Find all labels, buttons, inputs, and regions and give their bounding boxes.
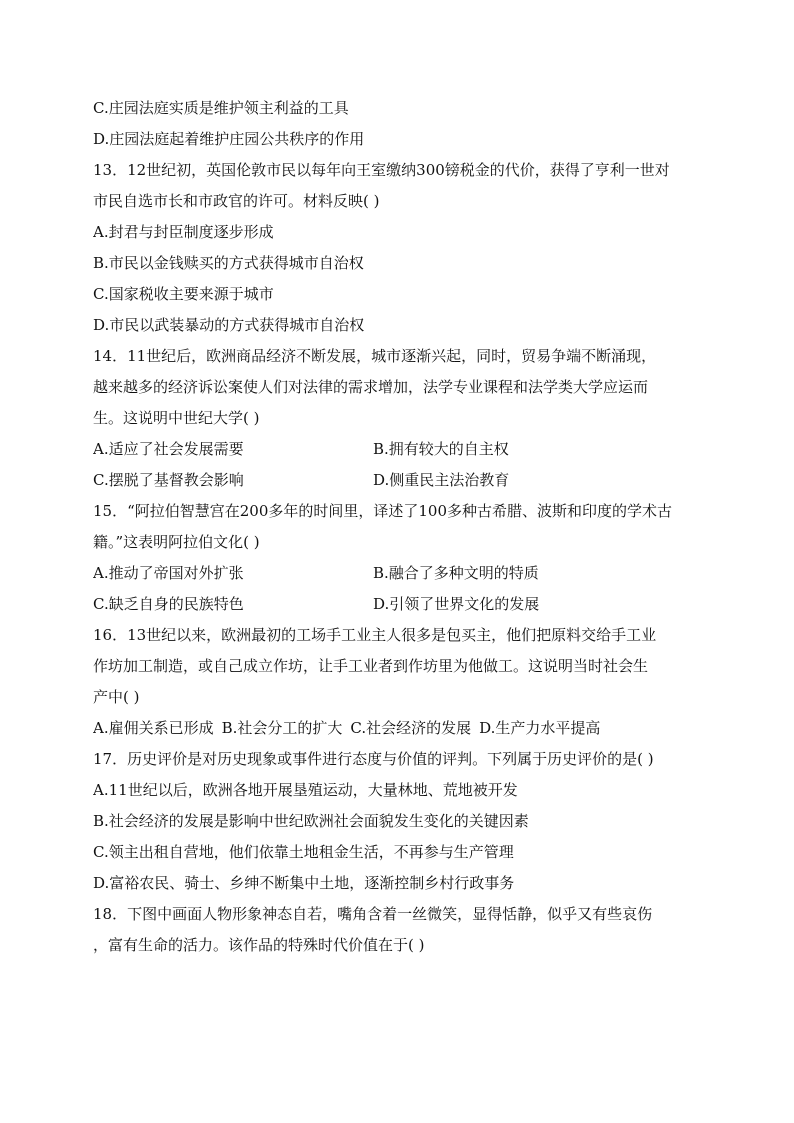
q13-option-b: B.市民以金钱赎买的方式获得城市自治权 — [93, 254, 364, 272]
q17-option-c: C.领主出租自营地，他们依靠土地租金生活，不再参与生产管理 — [93, 843, 514, 861]
q14-options-row-2 — [93, 465, 703, 496]
q14-stem-line-2: 越来越多的经济诉讼案使人们对法律的需求增加，法学专业课程和法学类大学应运而 — [93, 378, 649, 396]
q15-option-b: B.融合了多种文明的特质 — [373, 564, 539, 582]
q16-stem-line-3: 产中( ) — [93, 688, 140, 706]
q14-option-b: B.拥有较大的自主权 — [373, 440, 509, 458]
q16-option-a: A.雇佣关系已形成 — [93, 719, 214, 737]
q15-stem-line-1: 15．“阿拉伯智慧宫在200多年的时间里，译述了100多种古希腊、波斯和印度的学术古 — [93, 502, 673, 520]
q18-stem-line-1: 18．下图中画面人物形象神态自若，嘴角含着一丝微笑，显得恬静，似乎又有些哀伤 — [93, 905, 653, 923]
q15-options-row-2 — [93, 589, 703, 620]
q14-stem-line-3: 生。这说明中世纪大学( ) — [93, 409, 260, 427]
q18-stem-line-2: ，富有生命的活力。该作品的特殊时代价值在于( ) — [93, 936, 425, 954]
q13-option-a: A.封君与封臣制度逐步形成 — [93, 223, 274, 241]
q17-option-a: A.11世纪以后，欧洲各地开展垦殖运动，大量林地、荒地被开发 — [93, 781, 518, 799]
q16-options-row — [93, 713, 703, 744]
question-content — [93, 93, 703, 961]
q16-option-c: C.社会经济的发展 — [350, 719, 472, 737]
q17-option-d: D.富裕农民、骑士、乡绅不断集中土地，逐渐控制乡村行政事务 — [93, 874, 515, 892]
q14-option-d: D.侧重民主法治教育 — [373, 471, 510, 489]
q16-stem-line-1: 16．13世纪以来，欧洲最初的工场手工业主人很多是包买主，他们把原料交给手工业 — [93, 626, 657, 644]
q16-stem-line-2: 作坊加工制造，或自己成立作坊，让手工业者到作坊里为他做工。这说明当时社会生 — [93, 657, 649, 675]
q15-option-a: A.推动了帝国对外扩张 — [93, 564, 244, 582]
q12-option-d: D.庄园法庭起着维护庄园公共秩序的作用 — [93, 130, 365, 148]
q13-stem-line-2: 市民自选市长和市政官的许可。材料反映( ) — [93, 192, 380, 210]
q15-option-d: D.引领了世界文化的发展 — [373, 595, 540, 613]
q13-option-d: D.市民以武装暴动的方式获得城市自治权 — [93, 316, 365, 334]
q12-option-c: C.庄园法庭实质是维护领主利益的工具 — [93, 99, 349, 117]
q13-stem-line-1: 13．12世纪初，英国伦敦市民以每年向王室缴纳300镑税金的代价，获得了亨利一世对 — [93, 161, 670, 179]
q17-stem: 17．历史评价是对历史现象或事件进行态度与价值的评判。下列属于历史评价的是( ) — [93, 750, 654, 768]
q13-option-c: C.国家税收主要来源于城市 — [93, 285, 274, 303]
q16-option-d: D.生产力水平提高 — [479, 719, 601, 737]
q15-stem-line-2: 籍。”这表明阿拉伯文化( ) — [93, 533, 260, 551]
q16-option-b: B.社会分工的扩大 — [221, 719, 343, 737]
q14-stem-line-1: 14．11世纪后，欧洲商品经济不断发展，城市逐渐兴起，同时，贸易争端不断涌现， — [93, 347, 657, 365]
q14-option-a: A.适应了社会发展需要 — [93, 440, 244, 458]
q14-option-c: C.摆脱了基督教会影响 — [93, 471, 244, 489]
q15-options-row-1 — [93, 558, 703, 589]
q15-option-c: C.缺乏自身的民族特色 — [93, 595, 244, 613]
q14-options-row-1 — [93, 434, 703, 465]
q17-option-b: B.社会经济的发展是影响中世纪欧洲社会面貌发生变化的关键因素 — [93, 812, 529, 830]
